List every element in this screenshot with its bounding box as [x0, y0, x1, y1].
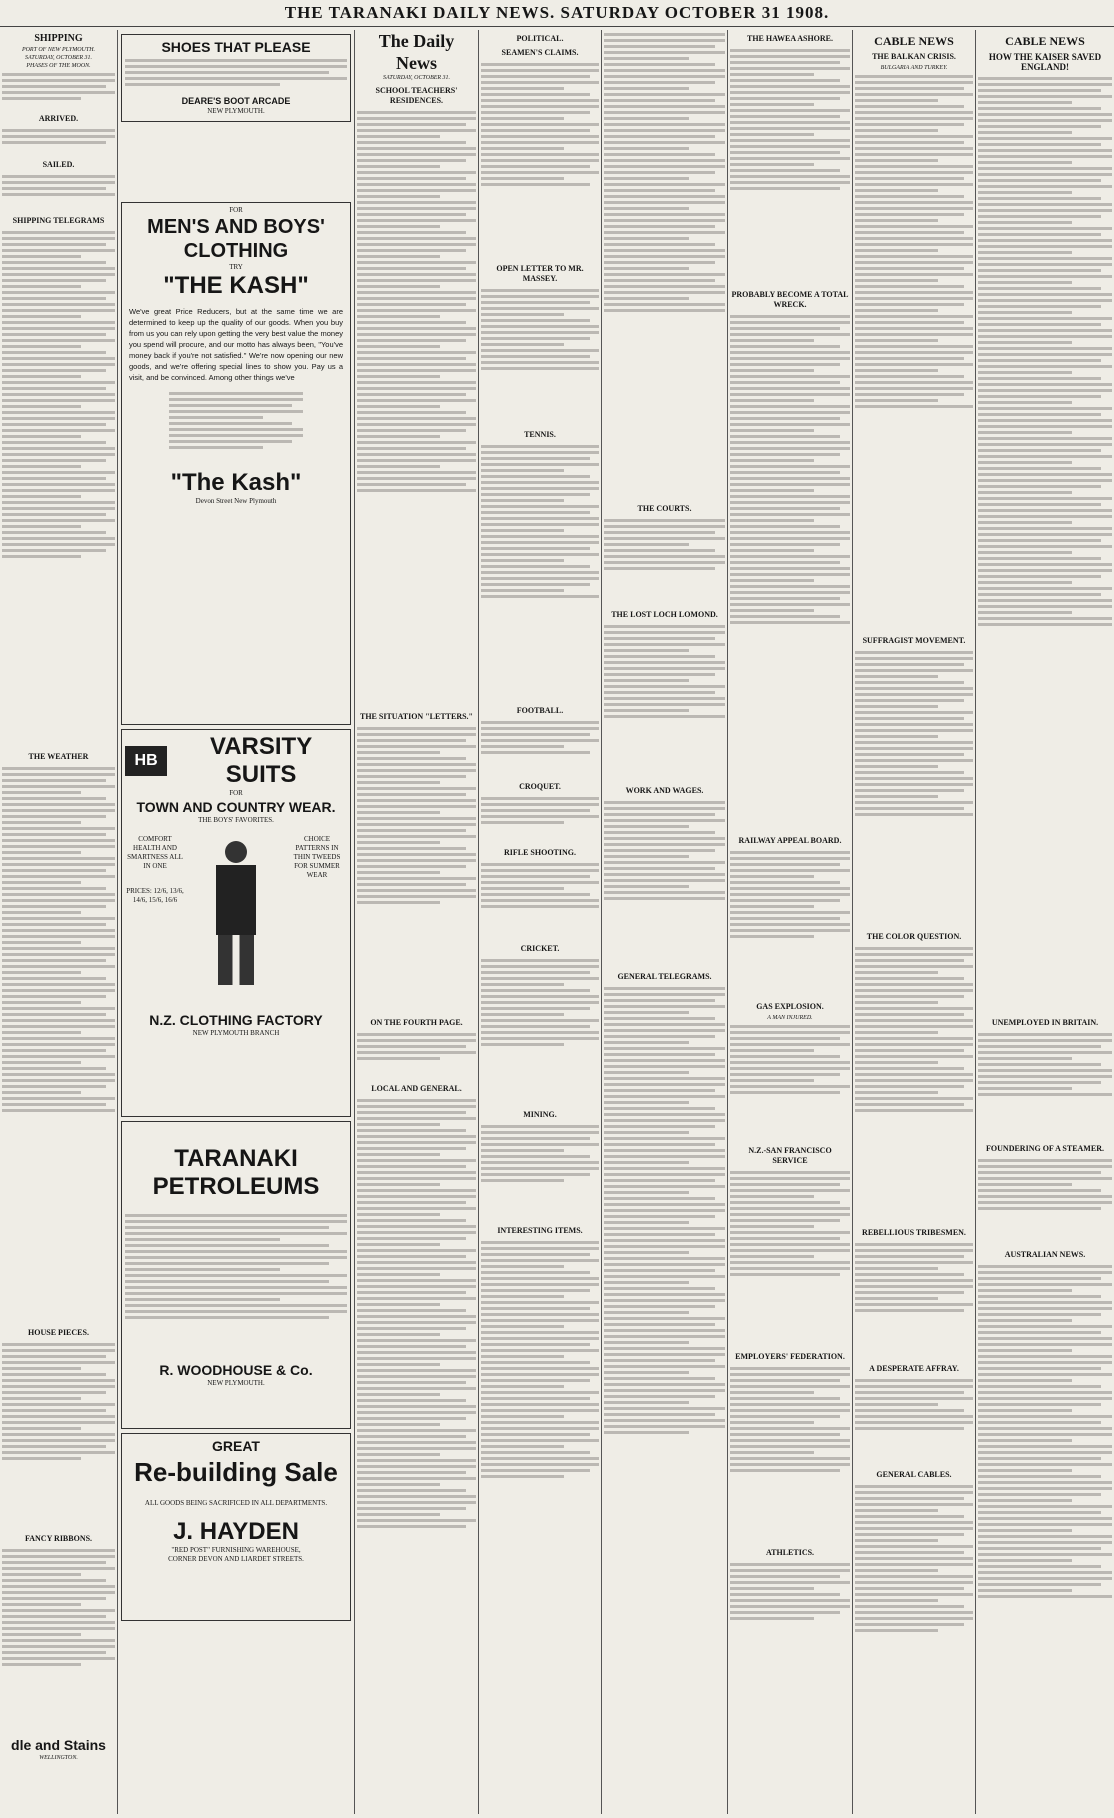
varsity-fav: THE BOYS' FAVORITES.	[198, 816, 274, 824]
situation-heading: THE SITUATION "LETTERS."	[360, 712, 473, 721]
colour-heading: THE COLOR QUESTION.	[866, 932, 962, 941]
unemployed-heading: UNEMPLOYED IN BRITAIN.	[991, 1018, 1099, 1027]
factory-name: N.Z. CLOTHING FACTORY	[149, 1012, 323, 1028]
text-block	[855, 72, 973, 632]
varsity-left-text: COMFORT HEALTH AND SMARTNESS ALL IN ONE	[127, 835, 183, 870]
tennis-heading: TENNIS.	[524, 430, 556, 439]
bulgaria-heading: BULGARIA AND TURKEY.	[880, 65, 948, 71]
factory-branch: NEW PLYMOUTH BRANCH	[192, 1029, 280, 1037]
text-block	[855, 1376, 973, 1466]
great-label: GREAT	[212, 1438, 260, 1454]
arrived-heading: ARRIVED.	[38, 114, 79, 123]
editorial-title: The Daily News	[378, 31, 455, 73]
injured-heading: A MAN INJURED.	[767, 1015, 813, 1021]
text-block	[730, 1168, 850, 1348]
text-block	[481, 794, 599, 844]
text-block	[125, 1211, 347, 1361]
varsity-sub: TOWN AND COUNTRY WEAR.	[136, 799, 336, 815]
telegrams-heading: SHIPPING TELEGRAMS	[12, 216, 105, 225]
text-block	[604, 30, 725, 500]
text-block	[2, 172, 115, 212]
kaiser-heading: HOW THE KAISER SAVED ENGLAND!	[988, 52, 1102, 72]
text-block	[2, 70, 115, 110]
text-block	[2, 1546, 115, 1736]
hayden-address: CORNER DEVON AND LIARDET STREETS.	[168, 1555, 304, 1563]
courts-heading: THE COURTS.	[637, 504, 692, 513]
text-block	[978, 1262, 1112, 1814]
kash-try: TRY	[229, 263, 243, 271]
wellington-line: WELLINGTON.	[39, 1755, 78, 1761]
football-heading: FOOTBALL.	[516, 706, 564, 715]
railway-heading: RAILWAY APPEAL BOARD.	[738, 836, 842, 845]
croquet-heading: CROQUET.	[519, 782, 561, 791]
text-block	[855, 1240, 973, 1360]
general-heading: GENERAL TELEGRAMS.	[617, 972, 712, 981]
text-block	[730, 1022, 850, 1142]
text-block	[481, 1122, 599, 1222]
text-block	[855, 648, 973, 928]
mining-heading: MINING.	[523, 1110, 557, 1119]
shipping-heading: SHIPPING	[34, 33, 83, 44]
hawea-heading: THE HAWEA ASHORE.	[746, 34, 834, 43]
cable-column-2	[978, 30, 1112, 1814]
varsity-title: VARSITY SUITS	[209, 733, 313, 788]
varsity-right	[287, 835, 347, 997]
employers-heading: EMPLOYERS' FEDERATION.	[735, 1352, 845, 1361]
text-block	[604, 984, 725, 1744]
woodhouse-town: NEW PLYMOUTH.	[207, 1379, 265, 1387]
stains-ad: dle and Stains	[11, 1737, 106, 1753]
fancy-ribbons-heading: FANCY RIBBONS.	[24, 1534, 93, 1543]
text-block	[604, 798, 725, 968]
text-block	[730, 46, 850, 286]
lost-heading: THE LOST LOCH LOMOND.	[611, 610, 718, 619]
text-block	[2, 1340, 115, 1530]
rebellious-heading: REBELLIOUS TRIBESMEN.	[862, 1228, 966, 1237]
text-block	[855, 1482, 973, 1732]
text-block	[357, 1096, 476, 1796]
gas-heading: GAS EXPLOSION.	[756, 1002, 824, 1011]
woodhouse-name: R. WOODHOUSE & Co.	[159, 1362, 313, 1378]
text-block	[604, 516, 725, 606]
text-block	[604, 622, 725, 782]
desperate-heading: A DESPERATE AFFRAY.	[869, 1364, 959, 1373]
cable-heading: CABLE NEWS	[874, 34, 954, 48]
varsity-header	[125, 733, 347, 789]
seamens-heading: SEAMEN'S CLAIMS.	[501, 48, 579, 57]
text-block	[357, 724, 476, 1014]
kash-ad	[121, 202, 351, 725]
text-block	[169, 389, 302, 469]
text-block	[481, 60, 599, 260]
text-block	[730, 848, 850, 998]
column-rule	[478, 30, 479, 1814]
petroleums-title-1: TARANAKI	[174, 1145, 298, 1172]
column-rule	[975, 30, 976, 1814]
text-block	[730, 312, 850, 832]
kash-footer: "The Kash"	[170, 469, 302, 496]
column-rule	[727, 30, 728, 1814]
wreck-heading: PROBABLY BECOME A TOTAL WRECK.	[731, 290, 849, 309]
kash-title: MEN'S AND BOYS' CLOTHING	[147, 216, 325, 262]
political-heading: POLITICAL.	[516, 34, 564, 43]
sailed-heading: SAILED.	[42, 160, 75, 169]
editorial-column	[357, 30, 476, 1814]
text-block	[978, 1030, 1112, 1140]
varsity-ad	[121, 729, 351, 1117]
shoes-ad	[121, 34, 351, 122]
text-block	[978, 1156, 1112, 1246]
athletics-heading: ATHLETICS.	[765, 1548, 815, 1557]
shoes-town: NEW PLYMOUTH.	[207, 107, 265, 115]
local-heading: LOCAL AND GENERAL.	[371, 1084, 462, 1093]
petroleums-title-2: PETROLEUMS	[152, 1173, 320, 1200]
kash-address: Devon Street New Plymouth	[195, 497, 277, 505]
varsity-prices: PRICES: 12/6, 13/6, 14/6, 15/6, 16/6	[126, 887, 184, 904]
cable-column-1	[855, 30, 973, 1814]
open-letter-heading: OPEN LETTER TO MR. MASSEY.	[496, 264, 584, 283]
weather-heading: THE WEATHER	[28, 752, 89, 761]
text-block	[481, 718, 599, 778]
text-block	[481, 956, 599, 1106]
australian-heading: AUSTRALIAN NEWS.	[1004, 1250, 1086, 1259]
varsity-left	[125, 835, 185, 997]
house-pieces-heading: HOUSE PIECES.	[28, 1328, 89, 1337]
suffragist-heading: SUFFRAGIST MOVEMENT.	[862, 636, 966, 645]
shoes-title: SHOES THAT PLEASE	[161, 39, 311, 55]
hayden-sub: "RED POST" FURNISHING WAREHOUSE,	[171, 1546, 301, 1554]
text-block	[855, 944, 973, 1224]
text-block	[2, 126, 115, 156]
rebuilding-sale: Re-building Sale	[134, 1457, 338, 1487]
masthead: THE TARANAKI DAILY NEWS. SATURDAY OCTOBER 31 1908.	[0, 0, 1114, 27]
column-rule	[354, 30, 355, 1814]
general-cables-heading: GENERAL CABLES.	[876, 1470, 952, 1479]
petroleums-ad	[121, 1121, 351, 1429]
text-block	[730, 1560, 850, 1660]
editorial-date: SATURDAY, OCTOBER 31.	[382, 75, 451, 81]
rifle-heading: RIFLE SHOOTING.	[503, 848, 576, 857]
nzsf-heading: N.Z.-SAN FRANCISCO SERVICE	[748, 1146, 832, 1165]
school-heading: SCHOOL TEACHERS' RESIDENCES.	[375, 86, 458, 105]
text-block	[125, 56, 347, 96]
varsity-for: FOR	[229, 789, 243, 797]
column-rule	[601, 30, 602, 1814]
text-block	[481, 860, 599, 940]
text-block	[357, 1030, 476, 1080]
boy-illustration	[201, 841, 271, 991]
hb-logo: HB	[125, 746, 167, 776]
shoes-shop: DEARE'S BOOT ARCADE	[181, 96, 291, 106]
text-block	[2, 228, 115, 748]
founding-heading: FOUNDERING OF A STEAMER.	[986, 1144, 1104, 1153]
sacrificed-text: ALL GOODS BEING SACRIFICED IN ALL DEPARTMENTS.	[144, 1499, 328, 1507]
interesting-heading: INTERESTING ITEMS.	[497, 1226, 583, 1235]
text-block	[357, 108, 476, 708]
shipping-column	[2, 30, 115, 1814]
cable-heading-2: CABLE NEWS	[1005, 34, 1085, 48]
political-column	[481, 30, 599, 1814]
varsity-body	[125, 835, 347, 997]
cricket-heading: CRICKET.	[520, 944, 560, 953]
text-block	[481, 1238, 599, 1638]
text-block	[481, 442, 599, 702]
balkan-heading: THE BALKAN CRISIS.	[872, 52, 956, 61]
text-block	[2, 764, 115, 1324]
text-block	[978, 74, 1112, 1014]
tides-heading: PHASES OF THE MOON.	[26, 63, 91, 69]
advertisement-column	[119, 30, 353, 1814]
kash-body: We've great Price Reducers, but at the same time we are determined to keep up the quality of our goods. When you buy from us you can rely upon getting the very best value the money you spend will procure, and our motto has always been, "You've money back if you're not satisfied." We're now opening our new goods, and we're offering special lines to show you. Pay us a visit, and be convinced. Among other things we've	[129, 307, 343, 382]
fourth-page-heading: ON THE FOURTH PAGE.	[370, 1018, 463, 1027]
port-heading: PORT OF NEW PLYMOUTH.	[21, 47, 96, 53]
shipping-news-column	[730, 30, 850, 1814]
kash-for: FOR	[229, 206, 243, 214]
varsity-right-text: CHOICE PATTERNS IN THIN TWEEDS FOR SUMMER WEAR	[293, 835, 341, 879]
work-heading: WORK AND WAGES.	[625, 786, 704, 795]
column-rule	[852, 30, 853, 1814]
sale-ad	[121, 1433, 351, 1621]
date-line: SATURDAY, OCTOBER 31.	[24, 55, 93, 61]
text-block	[730, 1364, 850, 1544]
kash-name: "THE KASH"	[163, 272, 309, 299]
news-column	[604, 30, 725, 1814]
column-rule	[117, 30, 118, 1814]
hayden-name: J. HAYDEN	[173, 1518, 299, 1545]
text-block	[481, 286, 599, 426]
